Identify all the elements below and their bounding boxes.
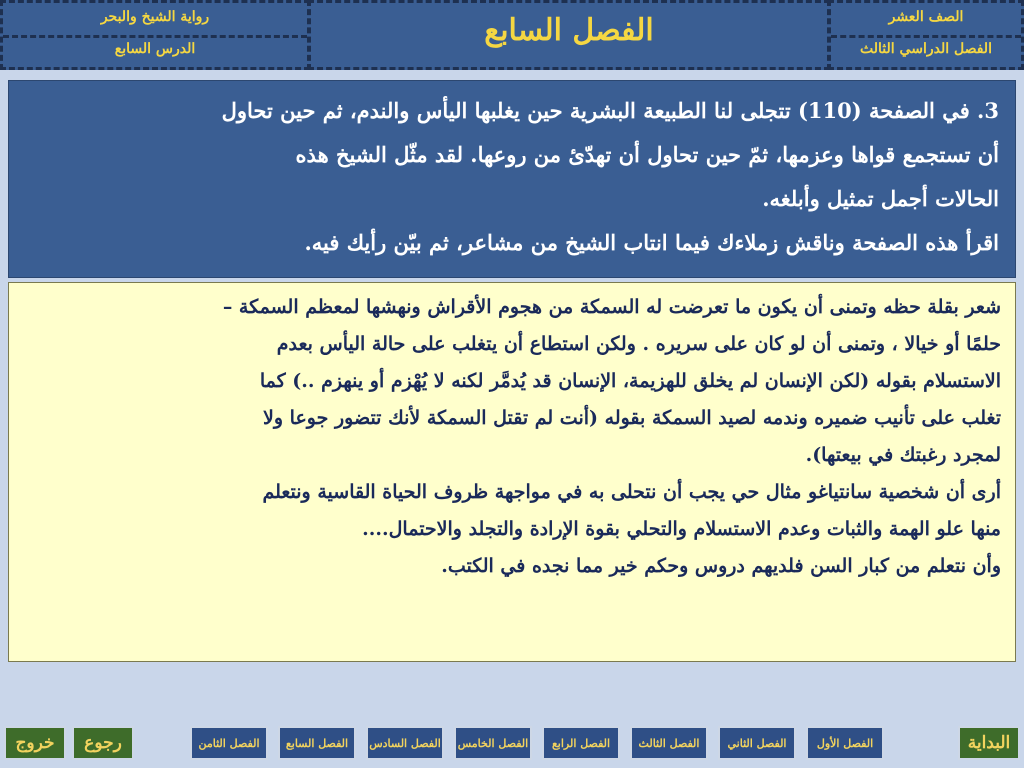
chapter-4-button[interactable]: الفصل الرابع <box>542 726 620 760</box>
answer-panel <box>8 282 1016 662</box>
chapter-1-button[interactable]: الفصل الأول <box>806 726 884 760</box>
question-line: 3. في الصفحة (110) تتجلى لنا الطبيعة البشرية حين يغلبها اليأس والندم، ثم حين تحاول <box>221 98 999 123</box>
answer-line: لمجرد رغبتك في بيعتها). <box>805 444 1001 466</box>
start-button[interactable]: البداية <box>958 726 1020 760</box>
back-button[interactable]: رجوع <box>72 726 134 760</box>
grade-label: الصف العشر <box>888 9 964 25</box>
chapter-8-button[interactable]: الفصل الثامن <box>190 726 268 760</box>
chapter-7-button[interactable]: الفصل السابع <box>278 726 356 760</box>
question-panel <box>8 80 1016 278</box>
chapter-6-button[interactable]: الفصل السادس <box>366 726 444 760</box>
chapter-5-button[interactable]: الفصل الخامس <box>454 726 532 760</box>
header-divider <box>831 35 1021 38</box>
answer-line: شعر بقلة حظه وتمنى أن يكون ما تعرضت له السمكة من هجوم الأقراش ونهشها لمعظم السمكة – <box>222 296 1001 318</box>
question-line: الحالات أجمل تمثيل وأبلغه. <box>762 186 999 211</box>
semester-label: الفصل الدراسي الثالث <box>860 41 992 57</box>
header-grade-box <box>828 0 1024 70</box>
chapter-2-button[interactable]: الفصل الثاني <box>718 726 796 760</box>
answer-line: الاستسلام بقوله (لكن الإنسان لم يخلق للهزيمة، الإنسان قد يُدمَّر لكنه لا يُهْزم أو ينهزم ..) كما <box>259 370 1001 392</box>
question-line: اقرأ هذه الصفحة وناقش زملاءك فيما انتاب الشيخ من مشاعر، ثم بيّن رأيك فيه. <box>304 230 999 255</box>
header-novel-box <box>0 0 310 70</box>
header-title-box <box>308 0 830 70</box>
answer-line: حلمًا أو خيالا ، وتمنى أن لو كان على سريره . ولكن استطاع أن يتغلب على حالة اليأس بعدم <box>276 333 1001 355</box>
answer-line: أرى أن شخصية سانتياغو مثال حي يجب أن نتحلى به في مواجهة ظروف الحياة القاسية ونتعلم <box>262 481 1001 503</box>
header-divider <box>3 35 307 38</box>
answer-line: وأن نتعلم من كبار السن فلديهم دروس وحكم خير مما نجده في الكتب. <box>441 555 1001 577</box>
page-title: الفصل السابع <box>484 13 654 48</box>
answer-line: تغلب على تأنيب ضميره وندمه لصيد السمكة بقوله (أنت لم تقتل السمكة لأنك تتضور جوعا ولا <box>263 407 1001 429</box>
novel-label: رواية الشيخ والبحر <box>100 9 210 25</box>
question-line: أن تستجمع قواها وعزمها، ثمّ حين تحاول أن تهدّئ من روعها. لقد مثّل الشيخ هذه <box>295 142 999 167</box>
chapter-3-button[interactable]: الفصل الثالث <box>630 726 708 760</box>
answer-line: منها علو الهمة والثبات وعدم الاستسلام والتحلي بقوة الإرادة والتجلد والاحتمال.... <box>362 518 1001 540</box>
lesson-label: الدرس السابع <box>114 41 196 57</box>
exit-button[interactable]: خروج <box>4 726 66 760</box>
